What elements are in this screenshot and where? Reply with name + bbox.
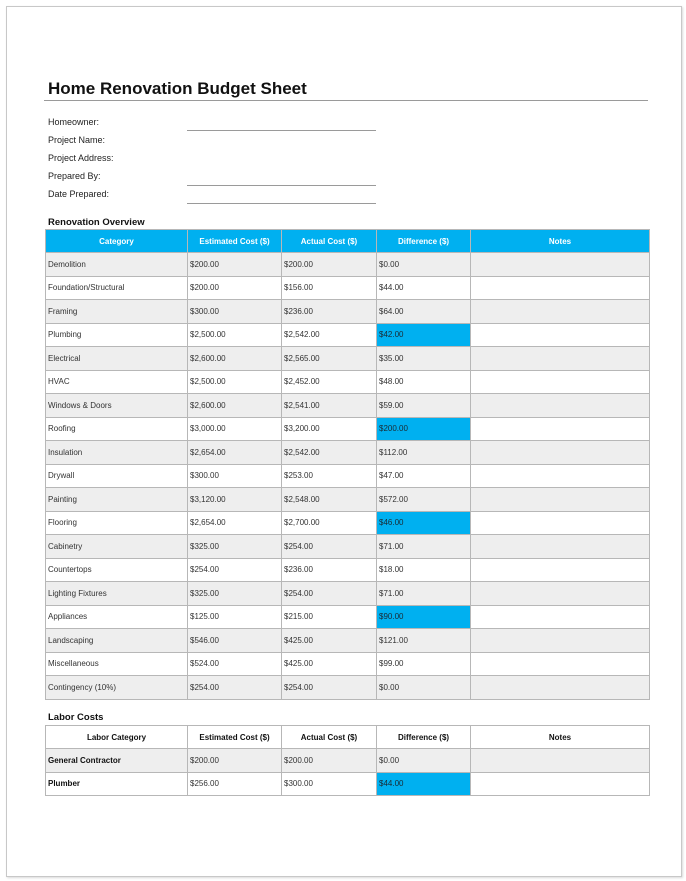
cell-category[interactable]: Roofing — [46, 417, 188, 441]
cell-actual-cost[interactable]: $2,541.00 — [282, 394, 377, 418]
cell-actual-cost[interactable]: $425.00 — [282, 629, 377, 653]
cell-category[interactable]: Flooring — [46, 511, 188, 535]
cell-notes[interactable] — [471, 417, 650, 441]
cell-notes[interactable] — [471, 253, 650, 277]
header-category: Category — [46, 230, 188, 253]
cell-estimated-cost[interactable]: $256.00 — [188, 772, 282, 796]
table-row — [46, 253, 650, 277]
cell-notes[interactable] — [471, 652, 650, 676]
cell-category[interactable]: Plumbing — [46, 323, 188, 347]
cell-actual-cost[interactable]: $2,542.00 — [282, 323, 377, 347]
cell-difference[interactable]: $48.00 — [377, 370, 471, 394]
header-actual-cost: Actual Cost ($) — [282, 726, 377, 749]
cell-estimated-cost[interactable]: $2,500.00 — [188, 370, 282, 394]
cell-difference[interactable]: $44.00 — [377, 772, 471, 796]
cell-category[interactable]: Foundation/Structural — [46, 276, 188, 300]
cell-actual-cost[interactable]: $254.00 — [282, 582, 377, 606]
cell-estimated-cost[interactable]: $546.00 — [188, 629, 282, 653]
cell-category[interactable]: General Contractor — [46, 749, 188, 773]
cell-difference[interactable]: $42.00 — [377, 323, 471, 347]
table-header-row — [46, 230, 650, 253]
overview-table-body — [46, 253, 650, 700]
cell-difference[interactable]: $44.00 — [377, 276, 471, 300]
cell-estimated-cost[interactable]: $2,600.00 — [188, 347, 282, 371]
cell-difference[interactable]: $71.00 — [377, 535, 471, 559]
renovation-overview-table — [45, 229, 650, 700]
header-labor-category: Labor Category — [46, 726, 188, 749]
cell-actual-cost[interactable]: $2,565.00 — [282, 347, 377, 371]
header-notes: Notes — [471, 726, 650, 749]
cell-estimated-cost[interactable]: $200.00 — [188, 253, 282, 277]
cell-category[interactable]: Insulation — [46, 441, 188, 465]
cell-category[interactable]: Contingency (10%) — [46, 676, 188, 700]
cell-difference[interactable]: $0.00 — [377, 676, 471, 700]
cell-notes[interactable] — [471, 582, 650, 606]
cell-estimated-cost[interactable]: $325.00 — [188, 535, 282, 559]
cell-estimated-cost[interactable]: $2,500.00 — [188, 323, 282, 347]
table-row — [46, 488, 650, 512]
table-row — [46, 749, 650, 773]
cell-actual-cost[interactable]: $200.00 — [282, 749, 377, 773]
cell-difference[interactable]: $121.00 — [377, 629, 471, 653]
header-estimated-cost: Estimated Cost ($) — [188, 230, 282, 253]
labor-costs-table — [45, 725, 650, 796]
cell-category[interactable]: Demolition — [46, 253, 188, 277]
cell-actual-cost[interactable]: $236.00 — [282, 558, 377, 582]
cell-actual-cost[interactable]: $156.00 — [282, 276, 377, 300]
cell-difference[interactable]: $200.00 — [377, 417, 471, 441]
cell-estimated-cost[interactable]: $2,600.00 — [188, 394, 282, 418]
table-row — [46, 511, 650, 535]
table-row — [46, 323, 650, 347]
cell-difference[interactable]: $35.00 — [377, 347, 471, 371]
header-estimated-cost: Estimated Cost ($) — [188, 726, 282, 749]
cell-difference[interactable]: $59.00 — [377, 394, 471, 418]
cell-estimated-cost[interactable]: $325.00 — [188, 582, 282, 606]
cell-estimated-cost[interactable]: $200.00 — [188, 749, 282, 773]
table-row — [46, 605, 650, 629]
cell-actual-cost[interactable]: $236.00 — [282, 300, 377, 324]
cell-actual-cost[interactable]: $3,200.00 — [282, 417, 377, 441]
cell-estimated-cost[interactable]: $524.00 — [188, 652, 282, 676]
cell-actual-cost[interactable]: $2,548.00 — [282, 488, 377, 512]
header-difference: Difference ($) — [377, 230, 471, 253]
cell-notes[interactable] — [471, 749, 650, 773]
cell-estimated-cost[interactable]: $254.00 — [188, 676, 282, 700]
table-row — [46, 535, 650, 559]
table-row — [46, 370, 650, 394]
header-actual-cost: Actual Cost ($) — [282, 230, 377, 253]
cell-category[interactable]: Electrical — [46, 347, 188, 371]
cell-category[interactable]: Painting — [46, 488, 188, 512]
cell-estimated-cost[interactable]: $300.00 — [188, 464, 282, 488]
overview-section-title: Renovation Overview — [48, 217, 145, 228]
cell-difference[interactable]: $99.00 — [377, 652, 471, 676]
table-row — [46, 300, 650, 324]
labor-table-body — [46, 749, 650, 796]
homeowner-label: Homeowner: — [48, 117, 100, 127]
cell-actual-cost[interactable]: $200.00 — [282, 253, 377, 277]
cell-notes[interactable] — [471, 394, 650, 418]
cell-difference[interactable]: $47.00 — [377, 464, 471, 488]
cell-actual-cost[interactable]: $253.00 — [282, 464, 377, 488]
date-prepared-label: Date Prepared: — [48, 189, 110, 199]
table-row — [46, 652, 650, 676]
prepared-by-field-line[interactable] — [187, 185, 376, 186]
cell-notes[interactable] — [471, 558, 650, 582]
cell-notes[interactable] — [471, 676, 650, 700]
cell-difference[interactable]: $0.00 — [377, 749, 471, 773]
project-name-label: Project Name: — [48, 135, 106, 145]
labor-section-title: Labor Costs — [48, 712, 104, 723]
date-prepared-field-line[interactable] — [187, 203, 376, 204]
title-rule — [44, 100, 648, 101]
cell-estimated-cost[interactable]: $3,000.00 — [188, 417, 282, 441]
table-row — [46, 558, 650, 582]
cell-actual-cost[interactable]: $215.00 — [282, 605, 377, 629]
cell-category[interactable]: Lighting Fixtures — [46, 582, 188, 606]
cell-category[interactable]: Landscaping — [46, 629, 188, 653]
cell-category[interactable]: Countertops — [46, 558, 188, 582]
table-row — [46, 676, 650, 700]
cell-notes[interactable] — [471, 300, 650, 324]
cell-estimated-cost[interactable]: $125.00 — [188, 605, 282, 629]
cell-notes[interactable] — [471, 370, 650, 394]
cell-notes[interactable] — [471, 535, 650, 559]
cell-estimated-cost[interactable]: $300.00 — [188, 300, 282, 324]
cell-category[interactable]: Appliances — [46, 605, 188, 629]
cell-category[interactable]: Miscellaneous — [46, 652, 188, 676]
table-row — [46, 582, 650, 606]
header-difference: Difference ($) — [377, 726, 471, 749]
cell-difference[interactable]: $18.00 — [377, 558, 471, 582]
table-row — [46, 347, 650, 371]
table-row — [46, 394, 650, 418]
cell-category[interactable]: Cabinetry — [46, 535, 188, 559]
project-address-label: Project Address: — [48, 153, 114, 163]
cell-difference[interactable]: $0.00 — [377, 253, 471, 277]
cell-difference[interactable]: $71.00 — [377, 582, 471, 606]
cell-notes[interactable] — [471, 276, 650, 300]
cell-estimated-cost[interactable]: $254.00 — [188, 558, 282, 582]
cell-category[interactable]: Drywall — [46, 464, 188, 488]
cell-estimated-cost[interactable]: $200.00 — [188, 276, 282, 300]
table-header-row — [46, 726, 650, 749]
table-row — [46, 441, 650, 465]
cell-difference[interactable]: $112.00 — [377, 441, 471, 465]
table-row — [46, 464, 650, 488]
page-title: Home Renovation Budget Sheet — [48, 79, 307, 98]
cell-actual-cost[interactable]: $254.00 — [282, 535, 377, 559]
cell-actual-cost[interactable]: $425.00 — [282, 652, 377, 676]
cell-actual-cost[interactable]: $2,452.00 — [282, 370, 377, 394]
cell-actual-cost[interactable]: $300.00 — [282, 772, 377, 796]
homeowner-field-line[interactable] — [187, 130, 376, 131]
table-row — [46, 276, 650, 300]
table-row — [46, 417, 650, 441]
table-row — [46, 629, 650, 653]
prepared-by-label: Prepared By: — [48, 171, 101, 181]
cell-estimated-cost[interactable]: $3,120.00 — [188, 488, 282, 512]
cell-notes[interactable] — [471, 772, 650, 796]
cell-difference[interactable]: $90.00 — [377, 605, 471, 629]
cell-category[interactable]: HVAC — [46, 370, 188, 394]
cell-notes[interactable] — [471, 605, 650, 629]
cell-notes[interactable] — [471, 511, 650, 535]
cell-estimated-cost[interactable]: $2,654.00 — [188, 511, 282, 535]
cell-notes[interactable] — [471, 488, 650, 512]
cell-notes[interactable] — [471, 464, 650, 488]
cell-actual-cost[interactable]: $254.00 — [282, 676, 377, 700]
cell-difference[interactable]: $46.00 — [377, 511, 471, 535]
cell-difference[interactable]: $64.00 — [377, 300, 471, 324]
cell-notes[interactable] — [471, 323, 650, 347]
cell-actual-cost[interactable]: $2,542.00 — [282, 441, 377, 465]
cell-notes[interactable] — [471, 441, 650, 465]
cell-estimated-cost[interactable]: $2,654.00 — [188, 441, 282, 465]
cell-category[interactable]: Windows & Doors — [46, 394, 188, 418]
cell-notes[interactable] — [471, 629, 650, 653]
cell-category[interactable]: Framing — [46, 300, 188, 324]
cell-notes[interactable] — [471, 347, 650, 371]
cell-difference[interactable]: $572.00 — [377, 488, 471, 512]
cell-actual-cost[interactable]: $2,700.00 — [282, 511, 377, 535]
header-notes: Notes — [471, 230, 650, 253]
cell-category[interactable]: Plumber — [46, 772, 188, 796]
table-row — [46, 772, 650, 796]
